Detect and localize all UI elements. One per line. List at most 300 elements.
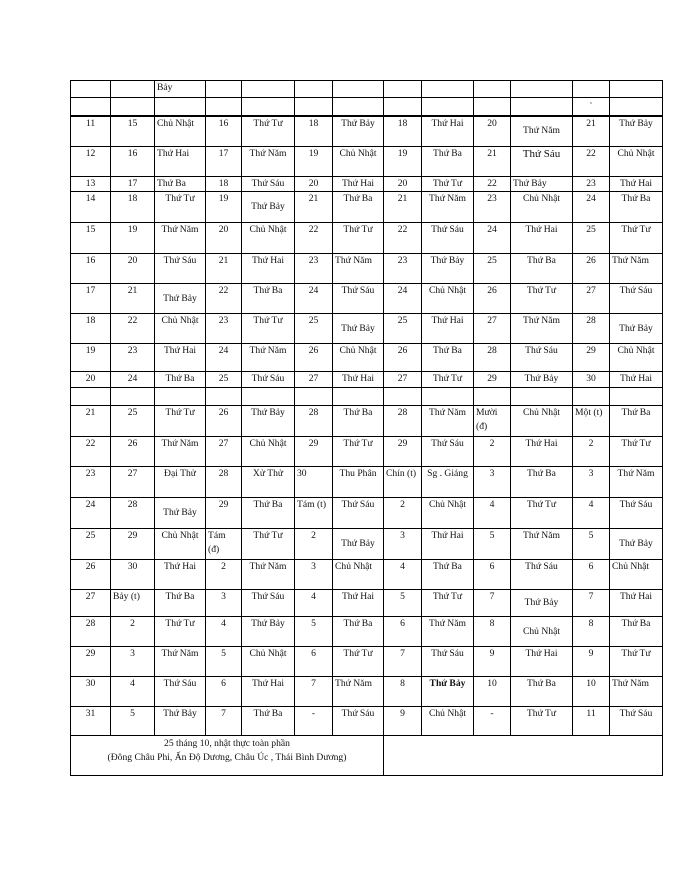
table-cell: Thứ Năm	[422, 617, 474, 647]
table-cell: 26	[384, 344, 422, 372]
table-cell: 5	[206, 647, 242, 677]
table-row	[71, 81, 663, 98]
table-cell: Đại Thử	[155, 467, 206, 498]
table-cell: 26	[573, 254, 610, 284]
table-cell: 5	[295, 617, 333, 647]
table-cell: 9	[474, 647, 511, 677]
table-cell: 22	[71, 437, 111, 467]
table-cell: 13	[71, 177, 111, 192]
table-cell: 25	[111, 406, 155, 437]
table-cell	[295, 388, 333, 406]
table-cell: Thứ Ba	[610, 192, 663, 223]
table-cell: 28	[295, 406, 333, 437]
table-cell: 3	[474, 467, 511, 498]
table-cell: Thứ Sáu	[610, 284, 663, 314]
table-cell: 6	[384, 617, 422, 647]
table-cell: 30	[295, 467, 333, 498]
table-cell: Thứ Tư	[155, 192, 206, 223]
table-cell: Thứ Sáu	[422, 647, 474, 677]
table-cell: 23	[384, 254, 422, 284]
table-cell	[384, 81, 422, 98]
table-cell	[295, 98, 333, 116]
table-cell: Thứ Sáu	[422, 223, 474, 254]
table-row	[71, 707, 663, 736]
table-cell: 7	[206, 707, 242, 736]
table-cell	[511, 98, 573, 116]
table-cell: 27	[295, 372, 333, 388]
table-cell: 29	[71, 647, 111, 677]
table-cell: Thứ Năm	[155, 223, 206, 254]
table-cell: Thứ Bảy	[422, 254, 474, 284]
table-cell: 19	[111, 223, 155, 254]
table-cell: 20	[111, 254, 155, 284]
table-cell: 24	[71, 498, 111, 529]
table-cell: Thứ Tư	[242, 116, 295, 147]
table-cell: Thứ Bảy	[610, 529, 663, 560]
table-cell: Thứ Năm	[511, 314, 573, 344]
table-cell: Thứ Năm	[155, 437, 206, 467]
table-cell: Thứ Tư	[422, 372, 474, 388]
table-cell	[295, 81, 333, 98]
table-cell: 6	[573, 560, 610, 590]
table-cell	[610, 81, 663, 98]
table-cell: 26	[206, 406, 242, 437]
table-cell	[384, 98, 422, 116]
footer-line-1: 25 tháng 10, nhật thực toàn phần	[164, 738, 290, 749]
table-cell: Thứ Hai	[511, 223, 573, 254]
table-cell: Thứ Tư	[422, 590, 474, 617]
table-row	[71, 388, 663, 406]
table-cell	[111, 98, 155, 116]
table-cell: 25	[206, 372, 242, 388]
table-cell: 2	[111, 617, 155, 647]
table-cell: 28	[71, 617, 111, 647]
table-cell: Thứ Tư	[242, 529, 295, 560]
table-cell: Thứ Bảy	[333, 529, 384, 560]
table-row	[71, 223, 663, 254]
table-cell: Thứ Bảy	[155, 284, 206, 314]
table-cell: 29	[295, 437, 333, 467]
table-cell: Thứ Tư	[333, 647, 384, 677]
table-cell: 22	[474, 177, 511, 192]
table-cell: Chủ Nhật	[422, 498, 474, 529]
table-cell: Thứ Năm	[242, 147, 295, 177]
table-cell: 19	[384, 147, 422, 177]
table-row	[71, 590, 663, 617]
table-cell	[474, 98, 511, 116]
table-cell: 30	[573, 372, 610, 388]
table-cell: 28	[384, 406, 422, 437]
table-cell	[242, 98, 295, 116]
table-cell: Thứ Tư	[155, 406, 206, 437]
table-cell: 6	[206, 677, 242, 707]
table-cell: Thứ Bảy	[333, 116, 384, 147]
table-cell: 20	[71, 372, 111, 388]
table-cell: Thứ Ba	[155, 590, 206, 617]
table-cell: Thứ Hai	[610, 372, 663, 388]
table-cell: 28	[206, 467, 242, 498]
table-cell: 20	[295, 177, 333, 192]
table-cell: Thứ Bảy	[610, 116, 663, 147]
table-cell: Thứ Sáu	[155, 677, 206, 707]
table-cell	[71, 81, 111, 98]
table-cell: Thứ Ba	[610, 406, 663, 437]
table-cell: 28	[573, 314, 610, 344]
table-cell: 22	[206, 284, 242, 314]
table-cell: Thứ Bảy	[155, 707, 206, 736]
table-cell: Thứ Ba	[242, 707, 295, 736]
table-cell: 17	[111, 177, 155, 192]
table-cell: Thứ Bảy	[511, 177, 573, 192]
table-cell: Thứ Sáu	[242, 372, 295, 388]
table-cell: Thứ Hai	[422, 314, 474, 344]
table-cell	[422, 81, 474, 98]
table-row	[71, 560, 663, 590]
table-cell: Chủ Nhật	[511, 406, 573, 437]
table-cell: 29	[573, 344, 610, 372]
table-cell: 11	[71, 116, 111, 147]
table-cell	[111, 81, 155, 98]
table-cell: 8	[474, 617, 511, 647]
table-row	[71, 467, 663, 498]
table-cell: 2	[384, 498, 422, 529]
table-cell: 2	[206, 560, 242, 590]
table-cell: Thứ Bảy	[511, 590, 573, 617]
table-cell: 20	[384, 177, 422, 192]
table-row	[71, 177, 663, 192]
table-cell: Chủ Nhật	[242, 437, 295, 467]
table-row	[71, 314, 663, 344]
table-cell: 26	[295, 344, 333, 372]
table-cell: -	[295, 707, 333, 736]
table-cell: Tám (t)	[295, 498, 333, 529]
table-cell: Chủ Nhật	[242, 223, 295, 254]
table-cell	[333, 98, 384, 116]
table-row	[71, 529, 663, 560]
table-cell: 10	[474, 677, 511, 707]
footer-blank-cell	[384, 736, 663, 776]
table-cell: 25	[573, 223, 610, 254]
table-cell: 2	[573, 437, 610, 467]
table-cell: 5	[474, 529, 511, 560]
table-cell: Thứ Hai	[242, 254, 295, 284]
table-cell: 7	[474, 590, 511, 617]
table-cell: 18	[71, 314, 111, 344]
table-cell: 21	[573, 116, 610, 147]
table-cell	[155, 98, 206, 116]
table-cell: 4	[474, 498, 511, 529]
table-cell: 19	[206, 192, 242, 223]
table-cell: 29	[111, 529, 155, 560]
calendar-table	[70, 80, 663, 776]
table-cell: Thứ Hai	[610, 177, 663, 192]
table-cell: Thứ Sáu	[333, 498, 384, 529]
table-cell	[384, 388, 422, 406]
table-cell: Thứ Bảy	[242, 192, 295, 223]
table-cell: 24	[111, 372, 155, 388]
table-cell: 7	[573, 590, 610, 617]
table-cell: Thứ Ba	[511, 467, 573, 498]
table-cell	[573, 388, 610, 406]
table-cell: 15	[71, 223, 111, 254]
table-cell: Chủ Nhật	[155, 314, 206, 344]
table-cell: Thứ Ba	[333, 617, 384, 647]
table-cell: 27	[111, 467, 155, 498]
table-cell	[474, 81, 511, 98]
table-cell: 30	[111, 560, 155, 590]
table-cell: 16	[206, 116, 242, 147]
table-cell: 21	[295, 192, 333, 223]
table-cell: Thứ Ba	[511, 254, 573, 284]
table-cell: 25	[474, 254, 511, 284]
table-cell: Thứ Ba	[422, 560, 474, 590]
table-row	[71, 284, 663, 314]
table-cell	[242, 81, 295, 98]
table-cell: 4	[573, 498, 610, 529]
table-cell: Thứ Sáu	[242, 177, 295, 192]
table-cell: 3	[295, 560, 333, 590]
table-cell: Thứ Hai	[333, 590, 384, 617]
table-cell: Bảy (t)	[111, 590, 155, 617]
table-cell: 17	[71, 284, 111, 314]
table-cell: Thứ Tư	[610, 647, 663, 677]
table-cell: Thứ Năm	[155, 647, 206, 677]
table-cell	[610, 98, 663, 116]
table-cell: 22	[295, 223, 333, 254]
table-cell: 27	[71, 590, 111, 617]
table-cell: 28	[474, 344, 511, 372]
table-cell: 27	[474, 314, 511, 344]
table-cell: Thứ Sáu	[333, 707, 384, 736]
footer-row	[71, 736, 663, 776]
table-cell: Thứ Tư	[333, 437, 384, 467]
table-cell: 4	[111, 677, 155, 707]
table-cell: Chín (t)	[384, 467, 422, 498]
table-row	[71, 147, 663, 177]
table-cell: 5	[573, 529, 610, 560]
table-cell	[511, 388, 573, 406]
table-cell: Thứ Bảy	[242, 617, 295, 647]
table-cell: Thứ Hai	[333, 177, 384, 192]
table-cell: Thứ Ba	[610, 617, 663, 647]
table-cell: Thứ Năm	[422, 406, 474, 437]
table-cell: Thứ Tư	[511, 284, 573, 314]
table-row	[71, 647, 663, 677]
table-cell: 26	[111, 437, 155, 467]
table-cell: 3	[206, 590, 242, 617]
table-cell: Thứ Sáu	[511, 147, 573, 177]
table-cell	[206, 98, 242, 116]
table-cell: 24	[206, 344, 242, 372]
table-cell: 26	[71, 560, 111, 590]
table-cell: 22	[111, 314, 155, 344]
footer-note	[71, 736, 384, 776]
table-cell: Thứ Hai	[422, 529, 474, 560]
table-cell: 21	[206, 254, 242, 284]
table-cell: Thứ Sáu	[333, 284, 384, 314]
table-cell: Thứ Ba	[155, 177, 206, 192]
table-cell: 6	[295, 647, 333, 677]
table-cell: Bảy	[155, 81, 206, 98]
table-cell: 24	[384, 284, 422, 314]
table-row	[71, 192, 663, 223]
table-cell: 31	[71, 707, 111, 736]
table-cell: Thứ Bảy	[333, 314, 384, 344]
table-cell: 27	[573, 284, 610, 314]
table-cell: Thứ Năm	[610, 254, 663, 284]
table-cell: Thứ Sáu	[242, 590, 295, 617]
table-cell: 16	[111, 147, 155, 177]
table-cell: 29	[384, 437, 422, 467]
table-cell: Thứ Ba	[333, 192, 384, 223]
table-cell: Sg . Giáng	[422, 467, 474, 498]
table-cell: 19	[295, 147, 333, 177]
table-cell: 5	[111, 707, 155, 736]
table-row	[71, 372, 663, 388]
table-cell: Thứ Sáu	[610, 707, 663, 736]
table-cell: 19	[71, 344, 111, 372]
table-cell: 23	[295, 254, 333, 284]
table-cell: Thứ Tư	[422, 177, 474, 192]
table-cell	[155, 388, 206, 406]
table-cell: 28	[111, 498, 155, 529]
table-cell: Thứ Sáu	[610, 498, 663, 529]
table-cell: Thứ Ba	[242, 498, 295, 529]
table-cell: Thứ Tư	[610, 437, 663, 467]
table-cell	[610, 388, 663, 406]
table-cell: Chủ Nhật	[333, 147, 384, 177]
table-cell: Thứ Tư	[511, 707, 573, 736]
table-cell	[206, 81, 242, 98]
table-cell: 8	[384, 677, 422, 707]
table-cell: Chủ Nhật	[610, 147, 663, 177]
table-cell: 4	[295, 590, 333, 617]
table-cell: Thứ Sáu	[422, 437, 474, 467]
table-cell	[474, 388, 511, 406]
table-cell: Chủ Nhật	[242, 647, 295, 677]
table-cell	[333, 388, 384, 406]
table-cell	[206, 388, 242, 406]
table-cell: 20	[206, 223, 242, 254]
table-cell: 29	[206, 498, 242, 529]
table-cell: 3	[573, 467, 610, 498]
table-cell: Chủ Nhật	[511, 617, 573, 647]
table-row	[71, 116, 663, 147]
table-cell: Thứ Sáu	[155, 254, 206, 284]
table-cell	[111, 388, 155, 406]
table-cell: 26	[474, 284, 511, 314]
table-cell: Thứ Bảy	[155, 498, 206, 529]
table-cell: 5	[384, 590, 422, 617]
table-cell: 23	[71, 467, 111, 498]
table-cell: Thứ Năm	[242, 560, 295, 590]
table-cell: 7	[384, 647, 422, 677]
table-cell: Thứ Ba	[511, 677, 573, 707]
table-cell: 2	[474, 437, 511, 467]
table-cell: 23	[206, 314, 242, 344]
table-cell	[71, 98, 111, 116]
table-cell: °	[573, 98, 610, 116]
table-cell: Thứ Ba	[333, 406, 384, 437]
table-cell: 20	[474, 116, 511, 147]
table-cell	[333, 81, 384, 98]
table-cell: 15	[111, 116, 155, 147]
table-cell: Thứ Hai	[511, 647, 573, 677]
table-cell: Thứ Bảy	[422, 677, 474, 707]
table-cell: Thứ Năm	[610, 677, 663, 707]
table-cell: 25	[71, 529, 111, 560]
table-cell: 6	[474, 560, 511, 590]
table-cell: 10	[573, 677, 610, 707]
table-cell: 23	[573, 177, 610, 192]
table-cell	[511, 81, 573, 98]
table-cell: Thứ Năm	[610, 467, 663, 498]
table-cell: 21	[71, 406, 111, 437]
table-cell: Chủ Nhật	[155, 529, 206, 560]
table-cell: 4	[206, 617, 242, 647]
table-row	[71, 406, 663, 437]
table-cell: 25	[384, 314, 422, 344]
table-cell: 18	[295, 116, 333, 147]
table-cell: Thứ Tư	[610, 223, 663, 254]
table-cell: Thứ Sáu	[511, 344, 573, 372]
table-cell: Thứ Sáu	[511, 560, 573, 590]
table-cell: 14	[71, 192, 111, 223]
table-cell: Thứ Năm	[333, 677, 384, 707]
table-cell: Chủ Nhật	[155, 116, 206, 147]
table-cell: 29	[474, 372, 511, 388]
table-cell: 21	[474, 147, 511, 177]
table-cell: Chủ Nhật	[422, 707, 474, 736]
table-cell: Thứ Ba	[242, 284, 295, 314]
table-cell: 4	[384, 560, 422, 590]
table-cell	[573, 81, 610, 98]
footer-line-2: (Đông Châu Phi, Ấn Độ Dương, Châu Úc , Thái Bình Dương)	[107, 752, 347, 763]
table-cell: Mười (đ)	[474, 406, 511, 437]
table-cell: 23	[111, 344, 155, 372]
table-cell: Thứ Năm	[511, 116, 573, 147]
table-cell: 22	[573, 147, 610, 177]
table-cell: 18	[206, 177, 242, 192]
table-cell: 11	[573, 707, 610, 736]
table-cell: 18	[111, 192, 155, 223]
table-cell: 30	[71, 677, 111, 707]
table-cell: Thứ Hai	[155, 344, 206, 372]
table-cell: Chủ Nhật	[610, 344, 663, 372]
table-cell: 9	[384, 707, 422, 736]
table-cell: 17	[206, 147, 242, 177]
table-cell: Thứ Bảy	[242, 406, 295, 437]
table-cell: 27	[206, 437, 242, 467]
table-cell	[422, 388, 474, 406]
table-cell: Thứ Năm	[242, 344, 295, 372]
table-cell: Thứ Năm	[422, 192, 474, 223]
table-cell: Thứ Tư	[511, 498, 573, 529]
table-cell: 3	[384, 529, 422, 560]
table-cell: Xử Thử	[242, 467, 295, 498]
table-cell: 9	[573, 647, 610, 677]
table-cell: Thứ Bảy	[511, 372, 573, 388]
table-row	[71, 437, 663, 467]
table-row	[71, 677, 663, 707]
table-row	[71, 617, 663, 647]
table-cell: 8	[573, 617, 610, 647]
table-cell: Thứ Hai	[610, 590, 663, 617]
table-cell: Thứ Tư	[242, 314, 295, 344]
table-cell: 24	[474, 223, 511, 254]
table-cell: 18	[384, 116, 422, 147]
table-cell: 23	[474, 192, 511, 223]
